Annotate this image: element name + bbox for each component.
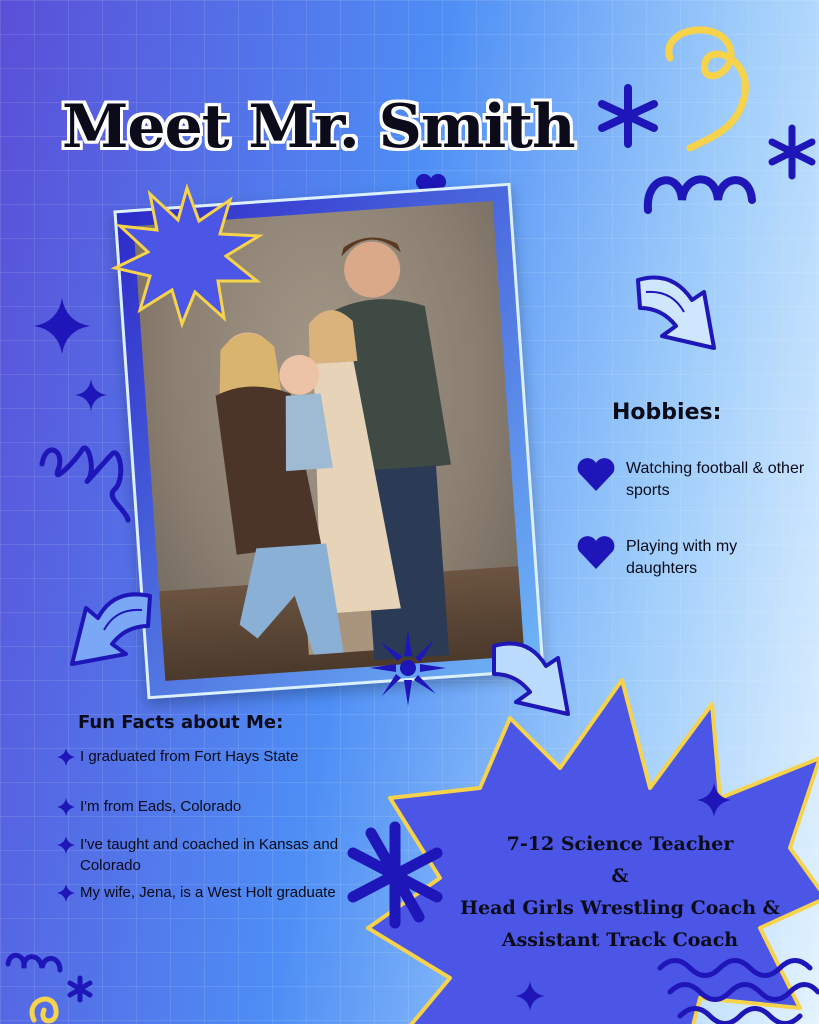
fun-fact-label: I've taught and coached in Kansas and Colorado <box>80 836 339 874</box>
fun-fact-label: My wife, Jena, is a West Holt graduate <box>80 884 336 901</box>
sparkle-star-icon <box>56 797 76 817</box>
curved-arrow-icon <box>632 270 724 364</box>
role-line: Assistant Track Coach <box>501 929 739 951</box>
role-line: Head Girls Wrestling Coach & <box>460 897 780 919</box>
sparkle-large-icon <box>32 296 92 356</box>
yellow-squiggle-icon <box>650 18 760 158</box>
fun-fact-label: I'm from Eads, Colorado <box>80 798 242 815</box>
hobby-item <box>576 458 806 502</box>
page-title: Meet Mr. Smith <box>62 92 575 162</box>
wavy-lines-icon <box>650 948 819 1024</box>
curved-arrow-left-icon <box>64 586 156 680</box>
spring-squiggle-icon <box>36 440 136 526</box>
sparkle-icon <box>514 980 546 1012</box>
fun-fact-item <box>56 746 356 767</box>
heart-icon <box>576 458 616 492</box>
fun-fact-label: I graduated from Fort Hays State <box>80 748 299 765</box>
sparkle-star-icon <box>56 747 76 767</box>
fun-fact-item <box>56 796 356 817</box>
squiggle-bottom-icon <box>4 950 94 1024</box>
asterisk-icon <box>596 84 660 148</box>
heart-icon <box>576 536 616 570</box>
asterisk-small-icon <box>768 124 816 180</box>
hobby-item <box>576 536 806 580</box>
squiggle-m-icon <box>640 160 760 230</box>
starburst-small-icon <box>112 186 262 326</box>
sparkle-star-icon <box>56 835 76 855</box>
fun-facts-title: Fun Facts about Me: <box>78 712 284 733</box>
sparkle-small-icon <box>74 378 108 412</box>
role-text <box>455 828 785 956</box>
hobby-label: Playing with my daughters <box>626 538 738 577</box>
hobby-label: Watching football & other sports <box>626 460 805 499</box>
role-line: 7-12 Science Teacher <box>506 833 734 855</box>
sparkle-icon <box>696 782 732 818</box>
fun-fact-item <box>56 882 356 903</box>
fun-fact-item <box>56 834 356 876</box>
asterisk-large-icon <box>340 820 450 930</box>
sparkle-star-icon <box>56 883 76 903</box>
hobbies-title: Hobbies: <box>612 400 722 425</box>
role-line: & <box>611 865 629 887</box>
